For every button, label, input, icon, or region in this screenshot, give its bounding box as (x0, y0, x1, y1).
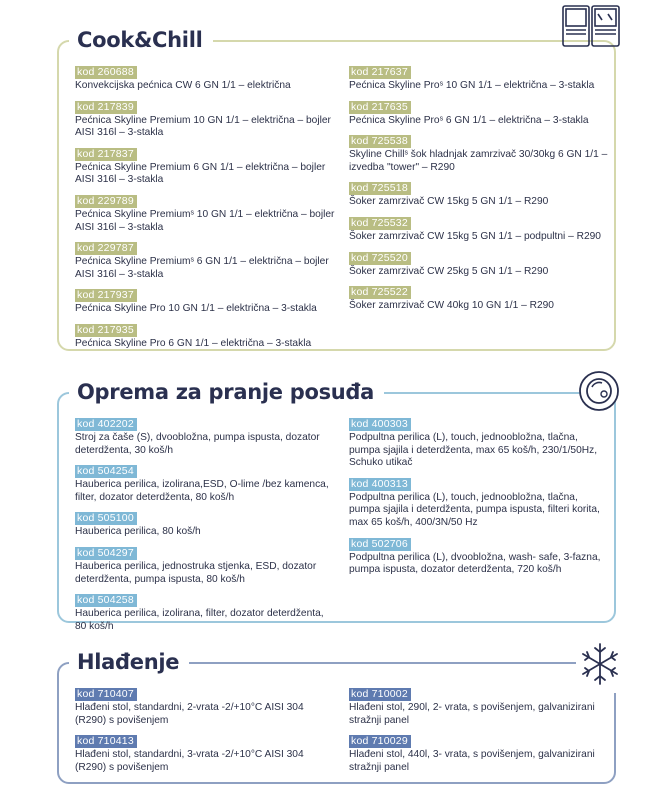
product-code-badge: kod 229789 (75, 195, 137, 208)
product-description: Pećnica Skyline Premiumˢ 10 GN 1/1 – električna – bojler AISI 316l – 3-stakla (75, 208, 335, 233)
product-code-badge: kod 504297 (75, 547, 137, 560)
product-code-badge: kod 725518 (349, 182, 411, 195)
left-column (75, 414, 335, 637)
product-item (75, 191, 335, 234)
product-code-badge: kod 217935 (75, 324, 137, 337)
product-code-badge: kod 504254 (75, 465, 137, 478)
product-description: Hlađeni stol, standardni, 3-vrata -2/+10°C AISI 304 (R290) s povišenjem (75, 749, 304, 773)
product-item (75, 144, 335, 187)
product-code-badge: kod 400313 (349, 478, 411, 491)
product-code-badge: kod 710413 (75, 735, 137, 748)
product-item (349, 213, 609, 244)
product-description: Šoker zamrzivač CW 15kg 5 GN 1/1 – R290 (349, 196, 549, 208)
product-description: Stroj za čaše (S), dvoobložna, pumpa ispusta, dozator deterdženta, 30 koš/h (75, 432, 320, 456)
section-cook-chill (57, 28, 616, 351)
product-description: Hauberica perilica, 80 koš/h (75, 526, 201, 538)
product-code-badge: kod 229787 (75, 242, 137, 255)
product-description: Podpultna perilica (L), touch, jednoobložna, tlačna, pumpa sjajila i deterdženta, max 65 koš/h, 230/1/50Hz, Schuko utikač (349, 432, 598, 469)
product-description: Pećnica Skyline Proˢ 10 GN 1/1 – električna – 3-stakla (349, 80, 595, 91)
product-item (75, 461, 335, 504)
section-dishwashing (57, 380, 616, 632)
right-column (349, 62, 609, 317)
product-item (349, 97, 609, 128)
section-title: Hlađenje (69, 650, 189, 674)
product-code-badge: kod 217837 (75, 148, 137, 161)
product-item (75, 414, 335, 457)
product-description: Šoker zamrzivač CW 15kg 5 GN 1/1 – podpultni – R290 (349, 230, 601, 242)
product-item (75, 590, 335, 633)
product-code-badge: kod 260688 (75, 66, 137, 79)
product-description: Skyline Chillˢ šok hladnjak zamrzivač 30/30kg 6 GN 1/1 – izvedba "tower" – R290 (349, 149, 608, 173)
left-column (75, 62, 335, 355)
product-code-badge: kod 504258 (75, 594, 137, 607)
section-title: Cook&Chill (69, 28, 213, 52)
product-description: Podpultna perilica (L), touch, jednoobložna, tlačna, pumpa sjajila i deterdženta, pumpa ispusta, filteri korita, max 65 koš/h, 400/3N/50 Hz (349, 491, 600, 528)
product-description: Hlađeni stol, standardni, 2-vrata -2/+10°C AISI 304 (R290) s povišenjem (75, 702, 304, 726)
product-code-badge: kod 725520 (349, 252, 411, 265)
product-description: Pećnica Skyline Pro 10 GN 1/1 – električna – 3-stakla (75, 303, 317, 315)
product-item (349, 62, 609, 93)
product-item (75, 62, 335, 93)
product-item (75, 320, 335, 351)
product-code-badge: kod 217635 (349, 101, 411, 114)
product-code-badge: kod 725532 (349, 217, 411, 230)
product-item (75, 508, 335, 539)
product-item (349, 178, 609, 209)
product-description: Hauberica perilica, izolirana,ESD, O-lime /bez kamenca, filter, dozator deterdženta, 80 koš/h (75, 479, 329, 503)
product-item (349, 534, 609, 577)
product-description: Pećnica Skyline Premium 10 GN 1/1 – električna – bojler AISI 316l – 3-stakla (75, 114, 331, 139)
product-code-badge: kod 710029 (349, 735, 411, 748)
product-item (349, 474, 609, 530)
product-description: Konvekcijska pećnica CW 6 GN 1/1 – električna (75, 80, 291, 91)
product-item (349, 248, 609, 279)
product-description: Pećnica Skyline Premium 6 GN 1/1 – električna – bojler AISI 316l – 3-stakla (75, 161, 326, 186)
product-description: Hauberica perilica, izolirana, filter, dozator deterdženta, 80 koš/h (75, 608, 324, 632)
snowflake-icon (576, 640, 624, 693)
product-code-badge: kod 502706 (349, 538, 411, 551)
section-cooling (57, 650, 616, 784)
right-column (349, 684, 609, 778)
product-code-badge: kod 725522 (349, 286, 411, 299)
product-description: Hauberica perilica, jednostruka stjenka, ESD, dozator deterdženta, pumpa ispusta, 80 koš/h (75, 560, 317, 585)
product-description: Pećnica Skyline Premiumˢ 6 GN 1/1 – električna – bojler AISI 316l – 3-stakla (75, 256, 329, 280)
product-code-badge: kod 217839 (75, 101, 137, 114)
product-item (75, 97, 335, 140)
product-item (349, 731, 609, 774)
product-code-badge: kod 217937 (75, 289, 137, 302)
product-item (349, 684, 609, 727)
product-description: Hlađeni stol, 290l, 2- vrata, s povišenjem, galvanizirani stražnji panel (349, 702, 595, 726)
product-description: Pećnica Skyline Pro 6 GN 1/1 – električna – 3-stakla (75, 337, 312, 349)
product-item (75, 684, 335, 727)
product-description: Šoker zamrzivač CW 25kg 5 GN 1/1 – R290 (349, 265, 549, 277)
product-code-badge: kod 710407 (75, 688, 137, 701)
dishwasher-icon (578, 370, 620, 417)
product-item (349, 414, 609, 470)
product-code-badge: kod 400303 (349, 418, 411, 431)
product-item (75, 285, 335, 316)
right-column (349, 414, 609, 581)
product-code-badge: kod 217637 (349, 66, 411, 79)
product-code-badge: kod 402202 (75, 418, 137, 431)
left-column (75, 684, 335, 778)
product-item (75, 731, 335, 774)
product-description: Pećnica Skyline Proˢ 6 GN 1/1 – električna – 3-stakla (349, 114, 589, 126)
product-item (349, 131, 609, 174)
section-title: Oprema za pranje posuđa (69, 380, 384, 404)
product-item (349, 282, 609, 313)
product-code-badge: kod 710002 (349, 688, 411, 701)
product-code-badge: kod 725538 (349, 135, 411, 148)
product-description: Hlađeni stol, 440l, 3- vrata, s povišenjem, galvanizirani stražnji panel (349, 749, 595, 773)
product-code-badge: kod 505100 (75, 512, 137, 525)
cook-chill-cabinet-icon (561, 4, 621, 53)
product-item (75, 543, 335, 586)
product-description: Podpultna perilica (L), dvoobložna, wash- safe, 3-fazna, pumpa ispusta, dozator deterdženta, 720 koš/h (349, 551, 601, 576)
product-item (75, 238, 335, 281)
product-description: Šoker zamrzivač CW 40kg 10 GN 1/1 – R290 (349, 300, 554, 312)
